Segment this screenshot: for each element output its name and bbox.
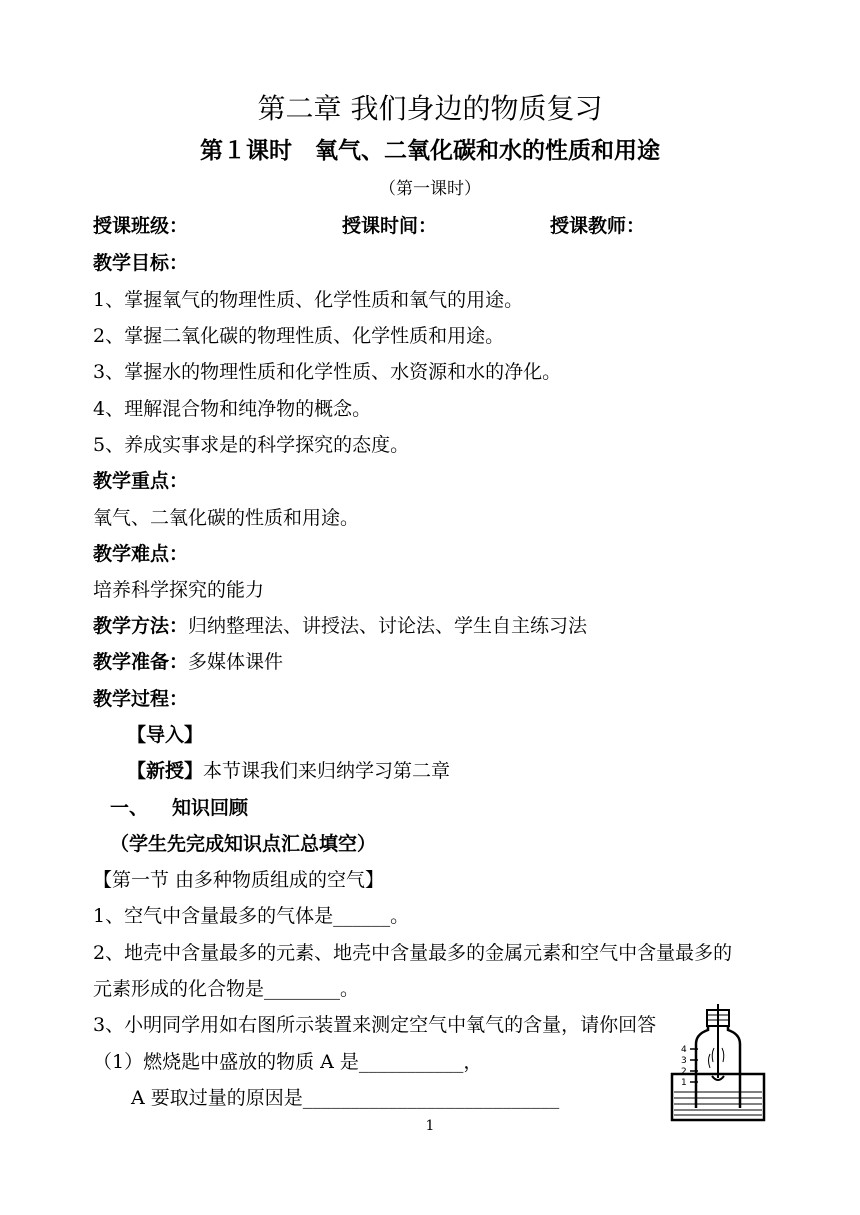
page-title: 第二章 我们身边的物质复习 xyxy=(257,92,603,125)
apparatus-figure xyxy=(668,1002,768,1124)
class-label: 授课班级： xyxy=(93,215,189,237)
scale-label: 3 xyxy=(681,1056,687,1066)
key-points-text: 氧气、二氧化碳的性质和用途。 xyxy=(93,507,360,529)
difficulties-text: 培养科学探究的能力 xyxy=(93,579,265,601)
objective-item: 1、掌握氧气的物理性质、化学性质和氧气的用途。 xyxy=(93,289,524,311)
preparation-label: 教学准备： xyxy=(93,651,189,673)
page-number: 1 xyxy=(425,1118,435,1134)
objective-item: 2、掌握二氧化碳的物理性质、化学性质和用途。 xyxy=(93,325,505,347)
question-3: 3、小明同学用如右图所示装置来测定空气中氧气的含量，请你回答 xyxy=(93,1014,657,1036)
scale-label: 4 xyxy=(681,1045,687,1055)
key-points-heading: 教学重点： xyxy=(93,470,189,492)
question-1: 1、空气中含量最多的气体是______。 xyxy=(93,905,410,927)
difficulties-heading: 教学难点： xyxy=(93,543,189,565)
methods-label: 教学方法： xyxy=(93,615,189,637)
teacher-label: 授课教师： xyxy=(550,215,646,237)
new-lesson-label: 【新授】 xyxy=(127,760,204,782)
objective-item: 3、掌握水的物理性质和化学性质、水资源和水的净化。 xyxy=(93,361,562,383)
intro-label: 【导入】 xyxy=(127,724,204,746)
section-number: 一、 xyxy=(110,797,149,819)
new-lesson-text: 本节课我们来归纳学习第二章 xyxy=(203,760,451,782)
session-label: （第一课时） xyxy=(379,179,481,199)
part-heading: 【第一节 由多种物质组成的空气】 xyxy=(93,869,385,891)
objective-item: 4、理解混合物和纯净物的概念。 xyxy=(93,398,372,420)
lesson-subtitle: 第１课时 氧气、二氧化碳和水的性质和用途 xyxy=(200,138,660,164)
methods-text: 归纳整理法、讲授法、讨论法、学生自主练习法 xyxy=(188,615,588,637)
objectives-heading: 教学目标： xyxy=(93,252,189,274)
preparation-line xyxy=(93,650,283,674)
question-2-line-2: 元素形成的化合物是________。 xyxy=(93,978,360,1000)
new-lesson-line xyxy=(127,759,450,783)
question-2-line-1: 2、地壳中含量最多的元素、地壳中含量最多的金属元素和空气中含量最多的 xyxy=(93,942,733,964)
question-3-1: （1）燃烧匙中盛放的物质 A 是___________， xyxy=(93,1051,483,1073)
question-3-1-reason: A 要取过量的原因是___________________________ xyxy=(131,1087,560,1109)
preparation-text: 多媒体课件 xyxy=(188,651,284,673)
scale-label: 1 xyxy=(681,1078,687,1088)
objective-item: 5、养成实事求是的科学探究的态度。 xyxy=(93,434,410,456)
time-label: 授课时间： xyxy=(342,215,438,237)
instruction-note: （学生先完成知识点汇总填空） xyxy=(110,833,377,855)
process-heading: 教学过程： xyxy=(93,688,189,710)
section-title: 知识回顾 xyxy=(172,797,249,819)
methods-line xyxy=(93,614,587,638)
scale-label: 2 xyxy=(681,1067,687,1077)
